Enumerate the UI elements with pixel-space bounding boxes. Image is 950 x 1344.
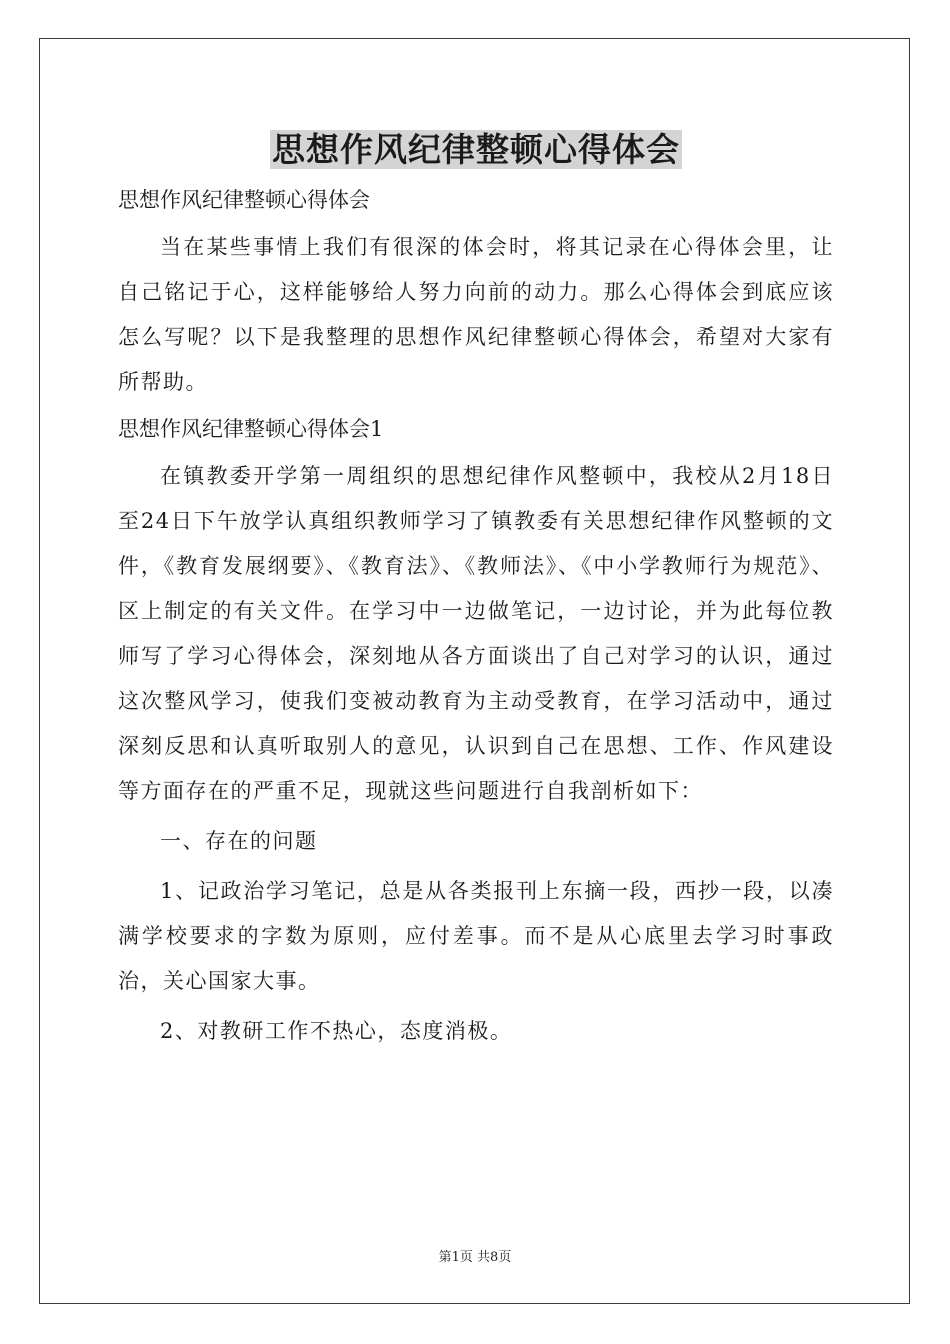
problem-item-2: 2、对教研工作不热心，态度消极。: [160, 1019, 513, 1043]
document-subtitle: 思想作风纪律整顿心得体会: [118, 188, 370, 212]
document-title: [118, 125, 834, 175]
page-footer: 第1页 共8页: [438, 1250, 512, 1265]
section-heading: 思想作风纪律整顿心得体会1: [118, 417, 384, 441]
problem-item-1: 1、记政治学习笔记，总是从各类报刊上东摘一段，西抄一段，以凑满学校要求的字数为原则，应付差事。而不是从心底里去学习时事政治，关心国家大事。: [118, 879, 834, 993]
document-title-text: 思想作风纪律整顿心得体会: [272, 130, 680, 169]
intro-paragraph: 当在某些事情上我们有很深的体会时，将其记录在心得体会里，让自己铭记于心，这样能够给人努力向前的动力。那么心得体会到底应该怎么写呢？以下是我整理的思想作风纪律整顿心得体会，希望对大家有所帮助。: [118, 235, 834, 394]
body-paragraph: 在镇教委开学第一周组织的思想纪律作风整顿中，我校从2月18日至24日下午放学认真组织教师学习了镇教委有关思想纪律作风整顿的文件，《教育发展纲要》、《教育法》、《教师法》、《中小学教师行为规范》、区上制定的有关文件。在学习中一边做笔记，一边讨论，并为此每位教师写了学习心得体会，深刻地从各方面谈出了自己对学习的认识，通过这次整风学习，使我们变被动教育为主动受教育，在学习活动中，通过深刻反思和认真听取别人的意见，认识到自己在思想、工作、作风建设等方面存在的严重不足，现就这些问题进行自我剖析如下：: [118, 464, 834, 803]
problems-heading: 一、存在的问题: [160, 829, 318, 853]
document-body: [118, 125, 834, 1059]
